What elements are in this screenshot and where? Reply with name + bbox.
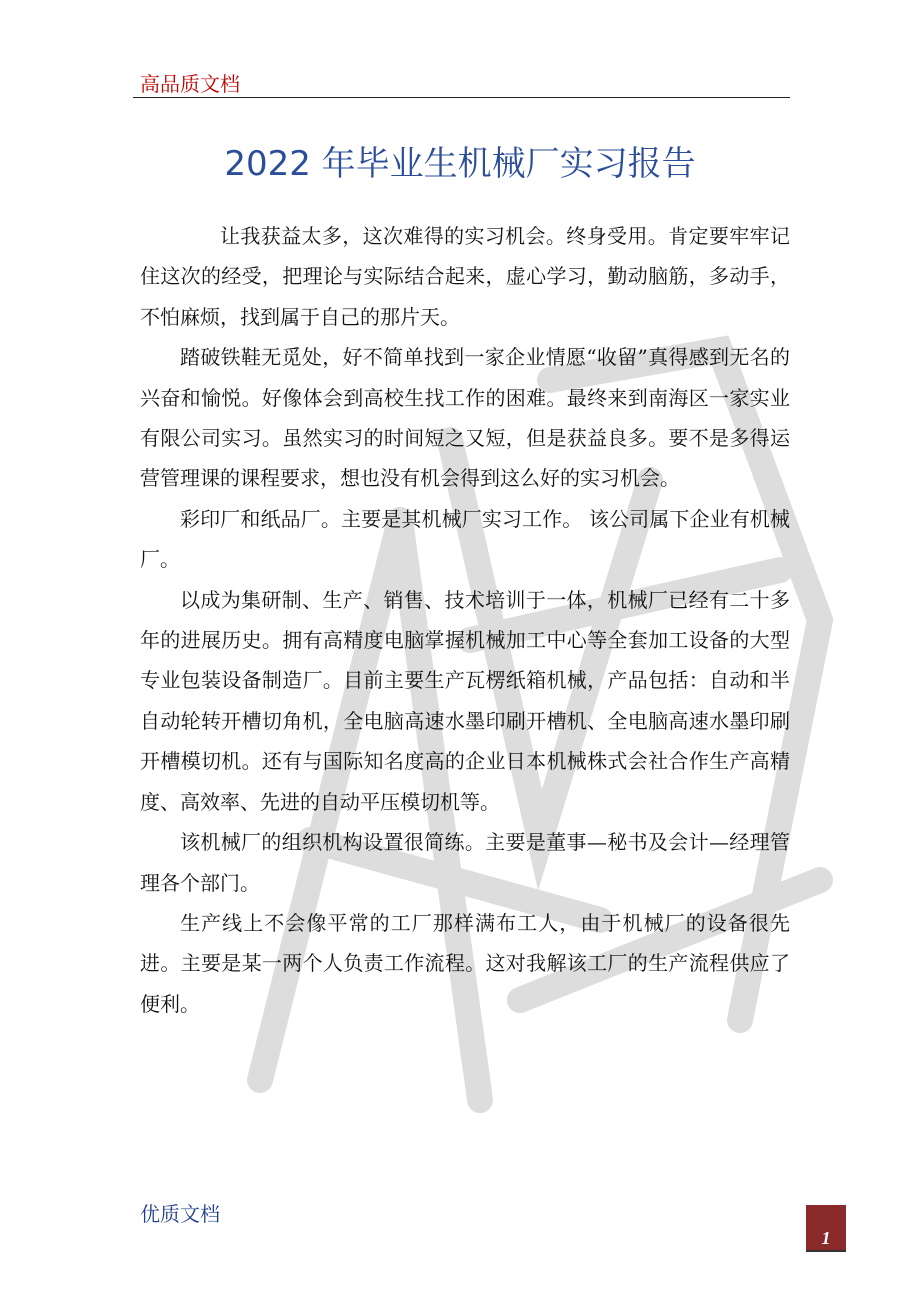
paragraph: 彩印厂和纸品厂。主要是其机械厂实习工作。 该公司属下企业有机械厂。 (140, 506, 790, 572)
page-number-badge (806, 1205, 846, 1251)
paragraph: 以成为集研制、生产、销售、技术培训于一体，机械厂已经有二十多年的进展历史。拥有高精度电脑掌握机械加工中心等全套加工设备的大型专业包装设备制造厂。目前主要生产瓦楞纸箱机械，产品包括：自动和半自动轮转开槽切角机，全电脑高速水墨印刷开槽机、全电脑高速水墨印刷开槽模切机。还有与国际知名度高的企业日本机械株式会社合作生产高精度、高效率、先进的自动平压模切机等。 (140, 587, 790, 814)
paragraph: 该机械厂的组织机构设置很简练。主要是董事—秘书及会计—经理管理各个部门。 (140, 830, 790, 895)
footer-label: 优质文档 (140, 1202, 220, 1226)
header-label: 高品质文档 (140, 72, 240, 96)
header-divider (133, 97, 790, 98)
paragraph: 生产线上不会像平常的工厂那样满布工人，由于机械厂的设备很先进。主要是某一两个人负责工作流程。这对我解该工厂的生产流程供应了便利。 (140, 910, 790, 1016)
paragraph: 让我获益太多，这次难得的实习机会。终身受用。肯定要牢牢记住这次的经受，把理论与实际结合起来，虚心学习，勤动脑筋，多动手，不怕麻烦，找到属于自己的那片天。 (140, 224, 790, 329)
page-number-underline (806, 1250, 846, 1252)
paragraph: 踏破铁鞋无觅处，好不简单找到一家企业情愿“收留”真得感到无名的兴奋和愉悦。好像体会到高校生找工作的困难。最终来到南海区一家实业有限公司实习。虽然实习的时间短之又短，但是获益良多。要不是多得运营管理课的课程要求，想也没有机会得到这么好的实习机会。 (140, 345, 790, 491)
document-title: 2022 年毕业生机械厂实习报告 (224, 144, 696, 184)
page-number: 1 (821, 1228, 831, 1248)
document-body (140, 216, 790, 1024)
